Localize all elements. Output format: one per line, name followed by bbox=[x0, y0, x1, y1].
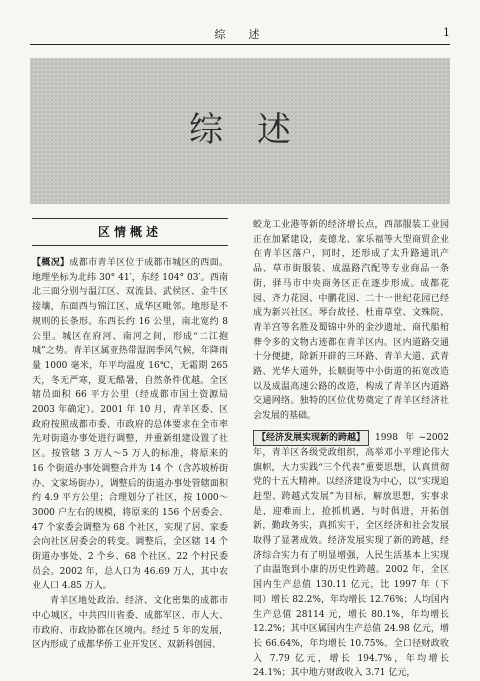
left-column bbox=[32, 218, 228, 653]
right-column bbox=[253, 218, 449, 681]
left-paragraph-2: 青羊区地处政治、经济、文化密集的成都市中心城区，中共四川省委、成都军区、市人大、市政府、市政协都在区境内。经过 5 年的发展，区内形成了成都华侨工业开发区、双新科创园、 bbox=[32, 596, 228, 651]
chapter-banner bbox=[30, 58, 450, 204]
economy-paragraph bbox=[253, 430, 449, 681]
overview-label: 【概况】 bbox=[32, 258, 70, 268]
section-heading: 区情概述 bbox=[32, 218, 228, 246]
right-paragraph-1: 蛟龙工业港等新的经济增长点，西部服装工业园正在加紧建设，麦德龙、家乐福等大型商贸企业在青羊区落户，同时，还形成了太升路通讯产品、草市街服装、成温路汽配等专业商品一条街，驿马市中央商务区正在逐步形成。成都花园、齐力花园、中鹏花园、二十一世纪花园已经成为新兴社区。琴台故径、杜甫草堂、文殊院、青羊宫等名胜及蜀锦中外的金沙遗址、商代船棺葬令多的文物古迹都在青羊区内。区内道路交通十分便捷，除新开辟的三环路、青羊大道、武青路、光华大道外，长顺街等中小街道的拓宽改造以及成温高速公路的改造，构成了青羊区内道路交通网络。独特的区位优势奠定了青羊区经济社会发展的基础。 bbox=[253, 220, 449, 422]
overview-text: 成都市青羊区位于成都市城区的西面。地理坐标为北纬 30° 41′，东经 104° 03′。西南北三面分别与温江区、双流县、武侯区、金牛区接壤，东面西与锦江区、成华区毗邻。地形是不规则的长条形。东西长约 16 公里，南北宽约 8 公里。城区在府河、南河之间，形成“二江抱城”之势。青羊区属亚热带湿润季风气候，年降雨量 1000 毫米，年平均温度 16℃，无霜期 265 天，冬无严寒，夏无酷暑，自然条件优越。全区辖员面积 66 平方公里（经成都市国土资源局 2003 年确定）。2001 年 10 月，青羊区委、区政府按照成都市委、市政府的总体要求在全市率先对街道办事处进行调整，并重新组建设置了社区。按管辖 3 万人～5 万人的标准，将原来的 16 个街道办事处调整合并为 14 个（含苏坡桥街办、文家场街办），调整后的街道办事处管辖面积约 4.9 平方公里；合理划分了社区，按 1000～3000 户左右的规模，将原来的 156 个居委会、47 个家委会调整为 68 个社区，实现了居、家委会向社区居委会的转变。调整后，全区辖 14 个街道办事处、2 个乡、68 个社区、22 个村民委员会。2002 年，总人口为 46.69 万人，其中农业人口 4.85 万人。 bbox=[32, 258, 228, 592]
overview-paragraph bbox=[32, 256, 228, 594]
page-number: 1 bbox=[443, 26, 450, 39]
economy-text: 1998 年~2002 年，青羊区各级党政组织，高举邓小平理论伟大旗帜，大力实践“三个代表”重要思想，认真贯彻党的十五大精神。以经济建设为中心，以“实现追赶型、跨越式发展”为目标，解放思想，实事求是，迎难而上，抢抓机遇，与时俱进，开拓创新，勤政务实，真抓实干，全区经济和社会发展取得了显著成效。经济发展实现了新的跨越，经济综合实力有了明显增强，人民生活基本上实现了由温饱到小康的历史性跨越。2002 年，全区国内生产总值 130.11 亿元，比 1997 年（下同）增长 82.2%，年均增长 12.76%；人均国内生产总值 28114 元，增长 80.1%，年均增长 12.2%；其中区属国内生产总值 24.98 亿元，增长 66.64%，年均增长 10.75%。全口径财政收入 7.79 亿元，增长 194.7%，年均增长 24.1%；其中地方财政收入 3.71 亿元， bbox=[253, 432, 449, 679]
running-head bbox=[30, 26, 450, 45]
running-head-title: 综 述 bbox=[214, 28, 266, 41]
chapter-title: 综述 bbox=[189, 110, 325, 150]
economy-subhead: 【经济发展实现新的跨越】 bbox=[253, 430, 369, 446]
